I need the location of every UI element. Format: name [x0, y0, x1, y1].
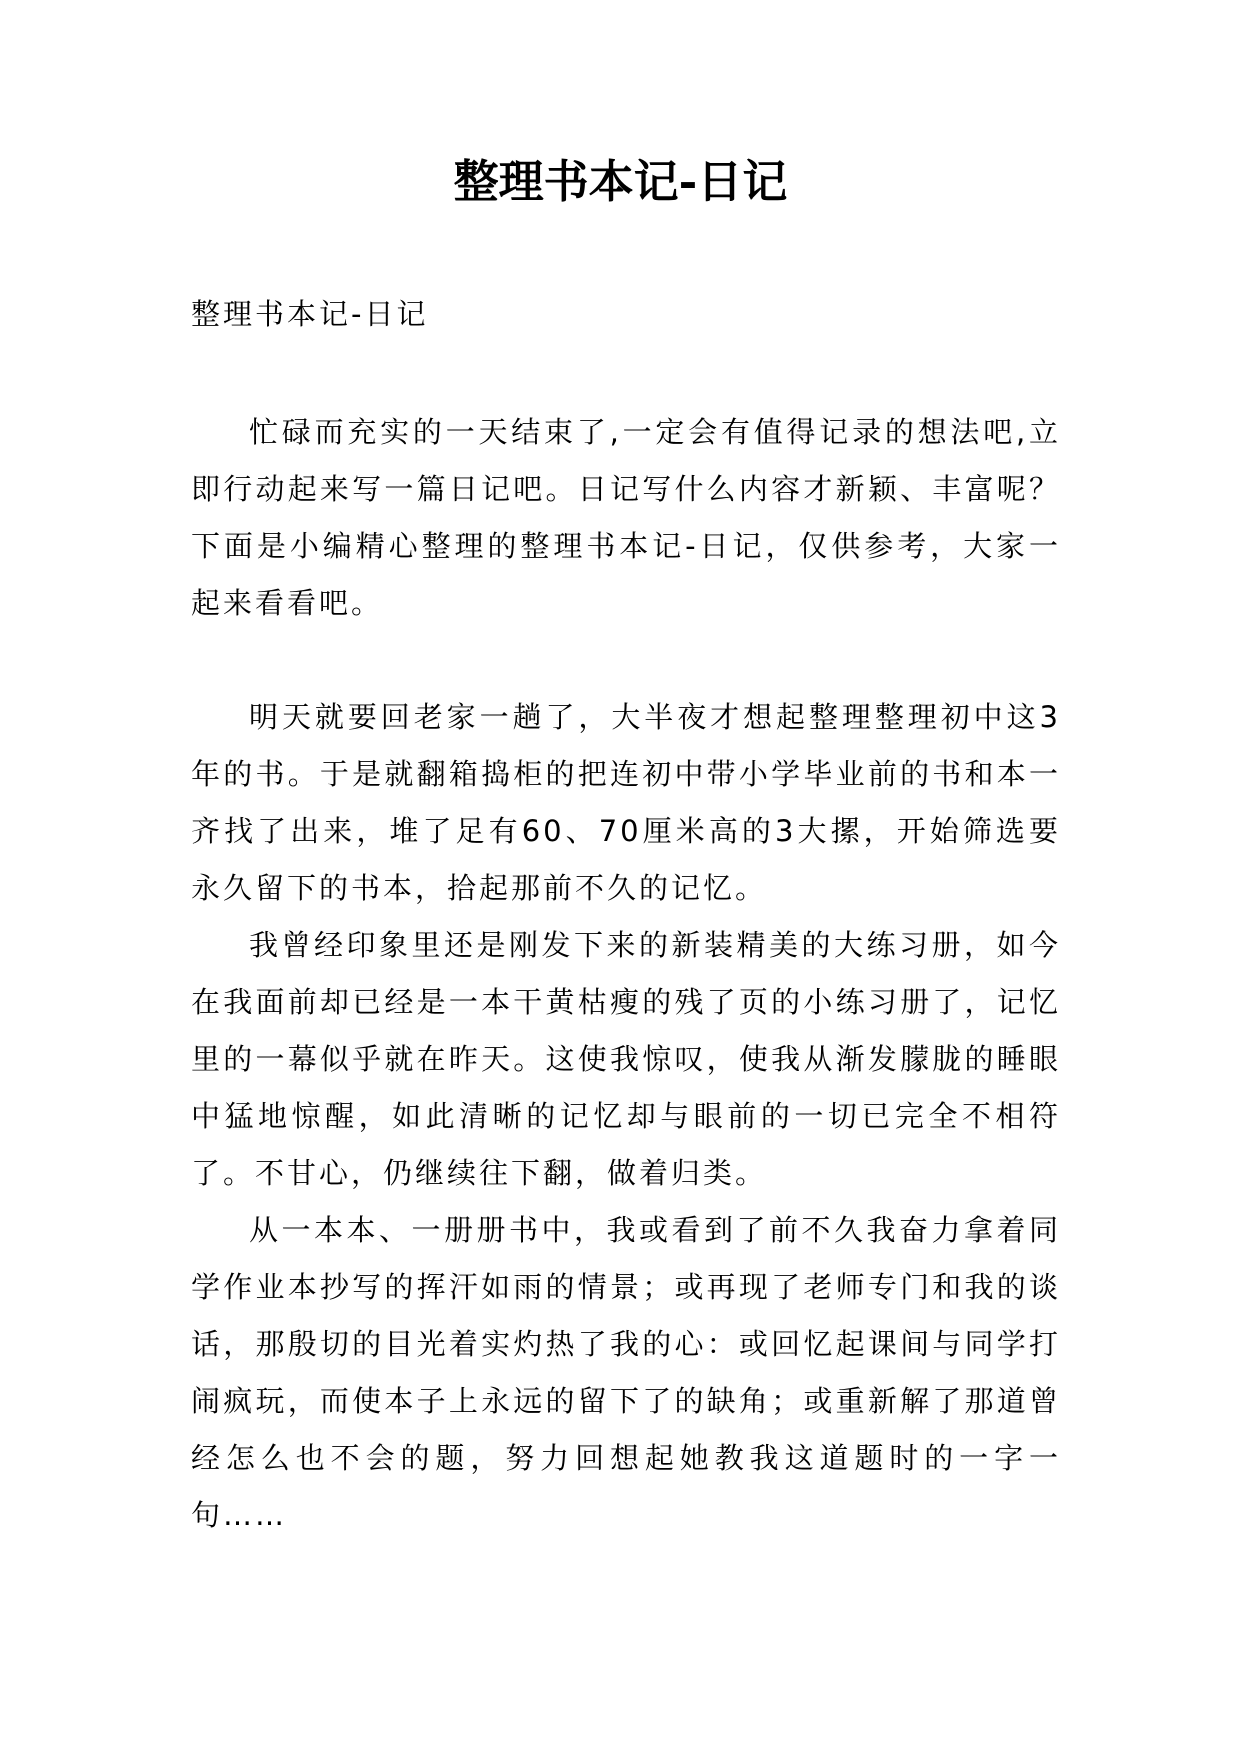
document-subtitle: 整理书本记-日记	[191, 297, 429, 331]
document-title: 整理书本记-日记	[453, 155, 788, 208]
intro-paragraph: 忙碌而充实的一天结束了,一定会有值得记录的想法吧,立即行动起来写一篇日记吧。日记写什么内容才新颖、丰富呢？下面是小编精心整理的整理书本记-日记，仅供参考，大家一起来看看吧。	[191, 415, 1061, 620]
body-paragraph: 明天就要回老家一趟了，大半夜才想起整理整理初中这3年的书。于是就翻箱捣柜的把连初中带小学毕业前的书和本一齐找了出来，堆了足有60、70厘米高的3大摞，开始筛选要永久留下的书本，拾起那前不久的记忆。	[191, 700, 1061, 905]
body-paragraph: 从一本本、一册册书中，我或看到了前不久我奋力拿着同学作业本抄写的挥汗如雨的情景；或再现了老师专门和我的谈话，那殷切的目光着实灼热了我的心：或回忆起课间与同学打闹疯玩，而使本子上永远的留下了的缺角；或重新解了那道曾经怎么也不会的题，努力回想起她教我这道题时的一字一句……	[191, 1213, 1061, 1532]
body-paragraph: 我曾经印象里还是刚发下来的新装精美的大练习册，如今在我面前却已经是一本干黄枯瘦的残了页的小练习册了，记忆里的一幕似乎就在昨天。这使我惊叹，使我从渐发朦胧的睡眼中猛地惊醒，如此清晰的记忆却与眼前的一切已完全不相符了。不甘心，仍继续往下翻，做着归类。	[191, 928, 1061, 1190]
